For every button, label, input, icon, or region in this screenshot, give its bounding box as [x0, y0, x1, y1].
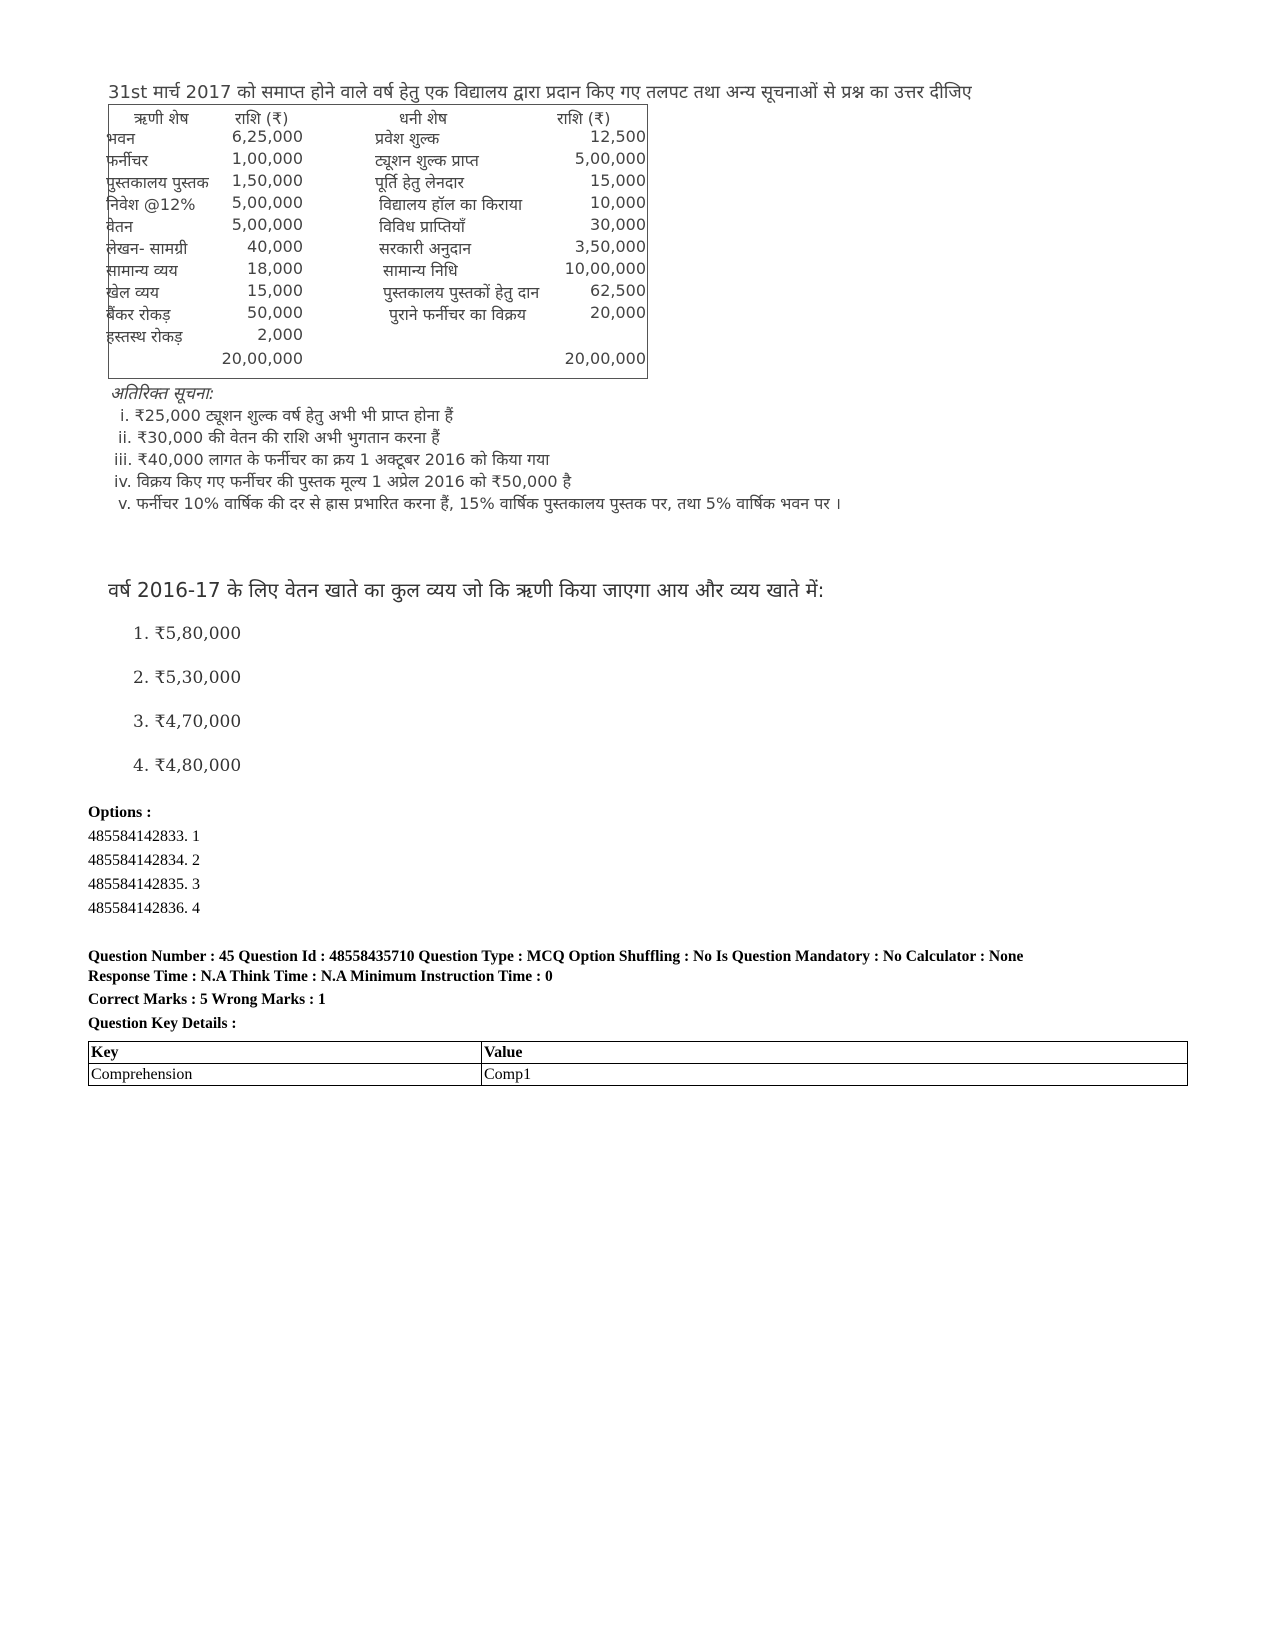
- credit-item: पुस्तकालय पुस्तकों हेतु दान: [383, 283, 540, 302]
- debit-amount: 2,000: [257, 325, 303, 344]
- debit-item: निवेश @12%: [106, 195, 196, 214]
- question-key-table: [88, 1041, 1188, 1086]
- answer-choice: 4. ₹4,80,000: [133, 756, 242, 776]
- credit-item: विविध प्राप्तियाँ: [379, 217, 465, 236]
- credit-item: पूर्ति हेतु लेनदार: [375, 173, 465, 192]
- debit-amount: 40,000: [247, 237, 303, 256]
- key-cell: Comprehension: [89, 1064, 482, 1086]
- key-details-title: Question Key Details :: [88, 1015, 237, 1032]
- credit-amount: 12,500: [590, 127, 646, 146]
- debit-amount: 6,25,000: [231, 127, 303, 146]
- note-item: iii. ₹40,000 लागत के फर्नीचर का क्रय 1 अक्टूबर 2016 को किया गया: [114, 450, 550, 469]
- debit-item: वेतन: [106, 217, 133, 236]
- question-meta: Question Number : 45 Question Id : 48558435710 Question Type : MCQ Option Shuffling : No Is Question Mandatory : No Calculator : None: [88, 948, 1024, 965]
- credit-amount: 15,000: [590, 171, 646, 190]
- debit-item: बैंकर रोकड़: [106, 305, 171, 324]
- credit-amount: 20,000: [590, 303, 646, 322]
- debit-item: हस्तस्थ रोकड़: [106, 327, 183, 346]
- key-table-header: [89, 1042, 1188, 1064]
- debit-item: फर्नीचर: [106, 151, 149, 170]
- credit-amount: 10,000: [590, 193, 646, 212]
- debit-amount: 1,00,000: [231, 149, 303, 168]
- debit-item: पुस्तकालय पुस्तक: [106, 173, 209, 192]
- credit-amount: 5,00,000: [574, 149, 646, 168]
- trial-balance-table: [108, 104, 648, 379]
- credit-total: 20,00,000: [564, 349, 646, 368]
- debit-amount: 18,000: [247, 259, 303, 278]
- option-id: 485584142836. 4: [88, 900, 200, 917]
- debit-amount: 5,00,000: [231, 215, 303, 234]
- header-debit: ऋणी शेष: [134, 109, 189, 128]
- timing-meta: Response Time : N.A Think Time : N.A Minimum Instruction Time : 0: [88, 968, 553, 985]
- credit-item: ट्यूशन शुल्क प्राप्त: [375, 151, 479, 170]
- debit-item: सामान्य व्यय: [106, 261, 178, 280]
- header-debit-amount: राशि (₹): [235, 109, 289, 128]
- credit-item: प्रवेश शुल्क: [375, 129, 440, 148]
- option-id: 485584142833. 1: [88, 828, 200, 845]
- option-id: 485584142835. 3: [88, 876, 200, 893]
- additional-info-title: अतिरिक्त सूचना:: [110, 384, 215, 404]
- value-header: Value: [482, 1042, 1188, 1064]
- debit-item: लेखन- सामग्री: [106, 239, 188, 258]
- credit-item: सरकारी अनुदान: [379, 239, 472, 258]
- debit-item: भवन: [106, 129, 136, 148]
- credit-item: पुराने फर्नीचर का विक्रय: [389, 305, 527, 324]
- note-item: ii. ₹30,000 की वेतन की राशि अभी भुगतान करना हैं: [118, 428, 440, 447]
- debit-item: खेल व्यय: [106, 283, 160, 302]
- note-item: iv. विक्रय किए गए फर्नीचर की पुस्तक मूल्य 1 अप्रेल 2016 को ₹50,000 है: [114, 472, 572, 491]
- credit-amount: 3,50,000: [574, 237, 646, 256]
- marks-meta: Correct Marks : 5 Wrong Marks : 1: [88, 991, 326, 1008]
- debit-amount: 5,00,000: [231, 193, 303, 212]
- credit-item: सामान्य निधि: [383, 261, 458, 280]
- value-cell: Comp1: [482, 1064, 1188, 1086]
- key-header: Key: [89, 1042, 482, 1064]
- passage-intro: 31st मार्च 2017 को समाप्त होने वाले वर्ष हेतु एक विद्यालय द्वारा प्रदान किए गए तलपट तथा अन्य सूचनाओं से प्रश्न का उत्तर दीजिए: [108, 82, 972, 103]
- credit-amount: 62,500: [590, 281, 646, 300]
- credit-amount: 10,00,000: [564, 259, 646, 278]
- header-credit: धनी शेष: [399, 109, 448, 128]
- note-item: i. ₹25,000 ट्यूशन शुल्क वर्ष हेतु अभी भी प्राप्त होना हैं: [120, 406, 454, 425]
- credit-item: विद्यालय हॉल का किराया: [379, 195, 523, 214]
- credit-amount: 30,000: [590, 215, 646, 234]
- debit-amount: 15,000: [247, 281, 303, 300]
- answer-choice: 2. ₹5,30,000: [133, 668, 242, 688]
- answer-choice: 3. ₹4,70,000: [133, 712, 242, 732]
- debit-amount: 1,50,000: [231, 171, 303, 190]
- note-item: v. फर्नीचर 10% वार्षिक की दर से ह्रास प्रभारित करना हैं, 15% वार्षिक पुस्तकालय पुस्तक पर, तथा 5% वार्षिक भवन पर ।: [118, 494, 841, 513]
- option-id: 485584142834. 2: [88, 852, 200, 869]
- question-text: वर्ष 2016-17 के लिए वेतन खाते का कुल व्यय जो कि ऋणी किया जाएगा आय और व्यय खाते में:: [108, 578, 825, 602]
- options-title: Options :: [88, 804, 152, 821]
- table-row: [89, 1064, 1188, 1086]
- debit-amount: 50,000: [247, 303, 303, 322]
- answer-choice: 1. ₹5,80,000: [133, 624, 242, 644]
- header-credit-amount: राशि (₹): [557, 109, 611, 128]
- debit-total: 20,00,000: [221, 349, 303, 368]
